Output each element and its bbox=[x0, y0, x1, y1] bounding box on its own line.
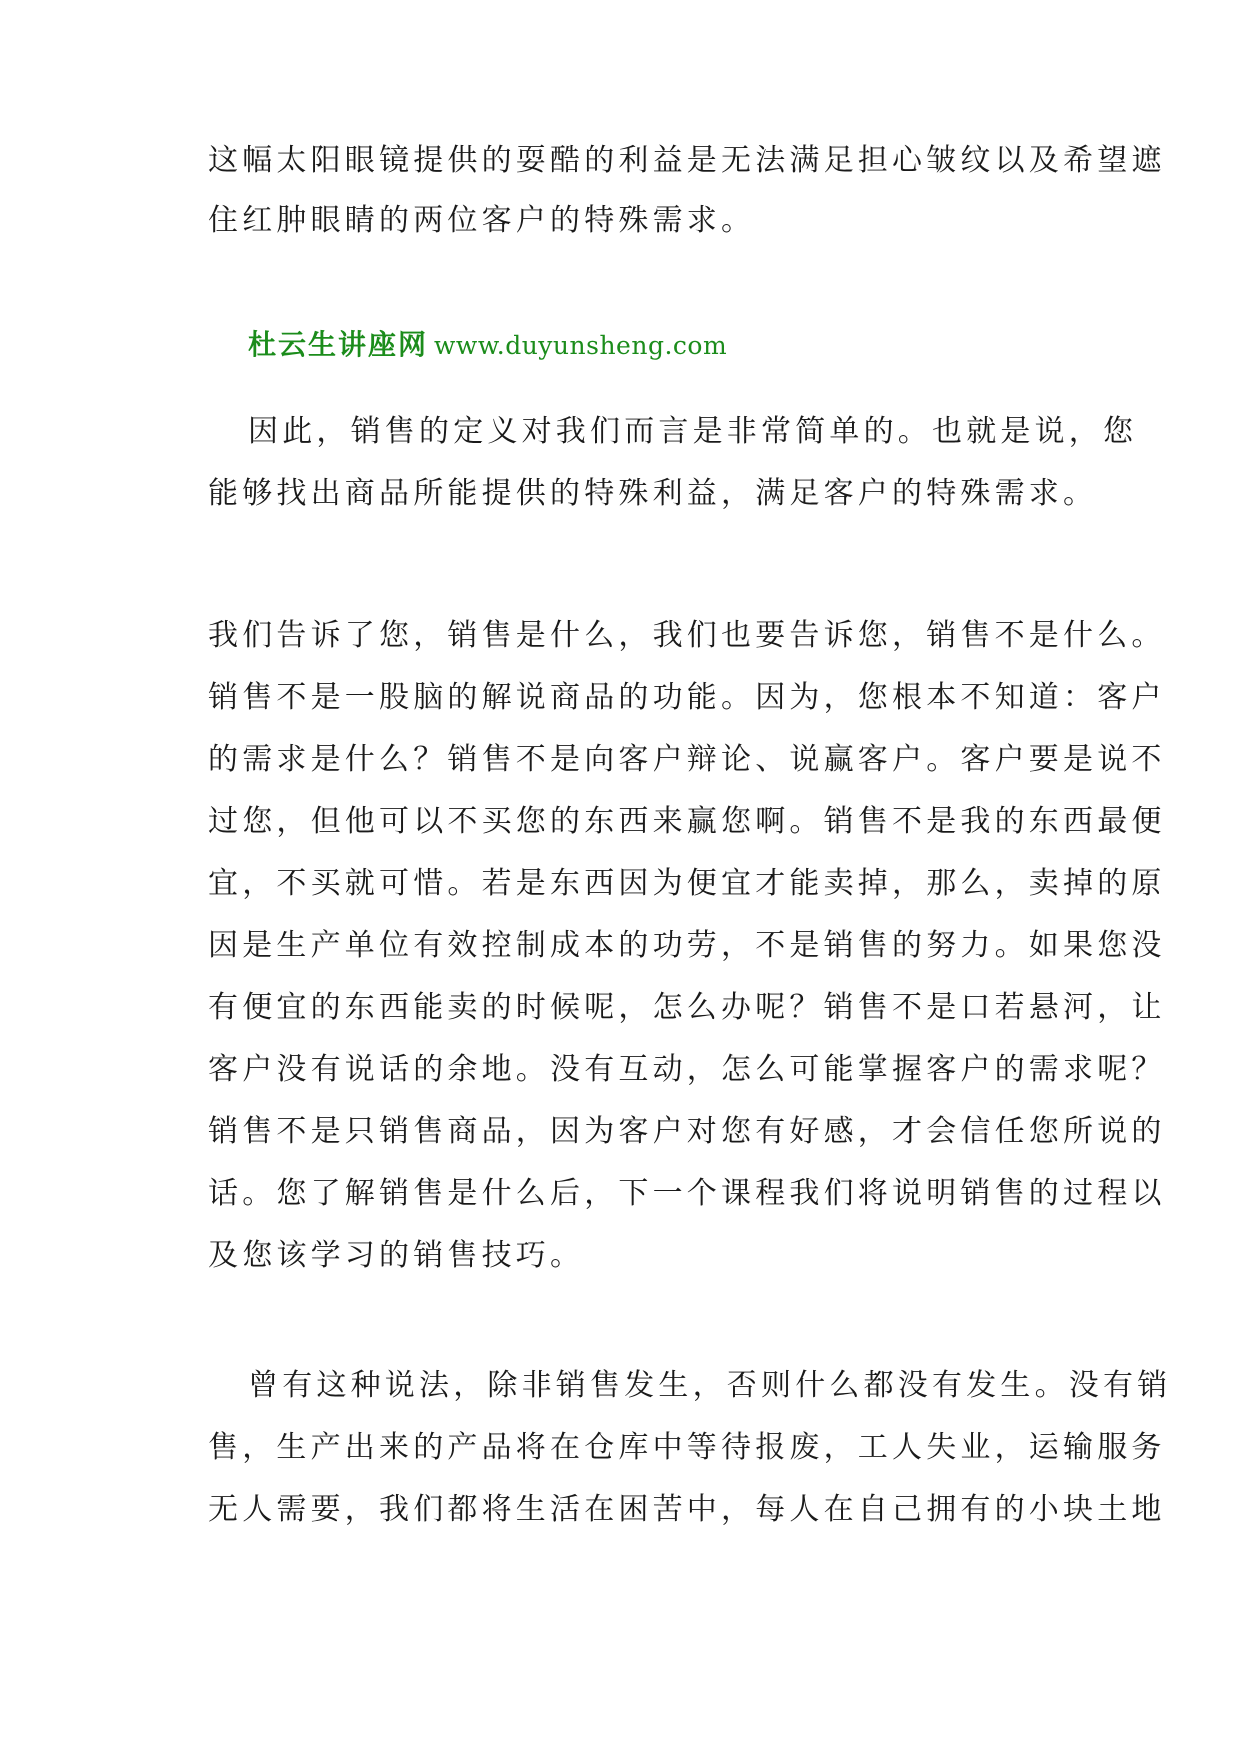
text-line: 客户没有说话的余地。没有互动，怎么可能掌握客户的需求呢？ bbox=[208, 1052, 1166, 1087]
text-line: 因是生产单位有效控制成本的功劳，不是销售的努力。如果您没 bbox=[208, 928, 1166, 963]
text-line: 无人需要，我们都将生活在困苦中，每人在自己拥有的小块土地 bbox=[208, 1492, 1166, 1527]
text-line: 有便宜的东西能卖的时候呢，怎么办呢？销售不是口若悬河，让 bbox=[208, 990, 1166, 1025]
brand-name: 杜云生讲座网 bbox=[248, 328, 429, 361]
text-line: 售，生产出来的产品将在仓库中等待报废，工人失业，运输服务 bbox=[208, 1430, 1166, 1465]
text-line: 因此，销售的定义对我们而言是非常简单的。也就是说，您 bbox=[248, 414, 1138, 449]
text-line: 话。您了解销售是什么后，下一个课程我们将说明销售的过程以 bbox=[208, 1176, 1166, 1211]
brand-line bbox=[248, 327, 727, 364]
text-line: 曾有这种说法，除非销售发生，否则什么都没有发生。没有销 bbox=[248, 1368, 1172, 1403]
text-line: 我们告诉了您，销售是什么，我们也要告诉您，销售不是什么。 bbox=[208, 618, 1166, 653]
text-line: 宜，不买就可惜。若是东西因为便宜才能卖掉，那么，卖掉的原 bbox=[208, 866, 1166, 901]
text-line: 这幅太阳眼镜提供的耍酷的利益是无法满足担心皱纹以及希望遮 bbox=[208, 143, 1166, 178]
text-line: 销售不是一股脑的解说商品的功能。因为，您根本不知道：客户 bbox=[208, 680, 1166, 715]
text-line: 能够找出商品所能提供的特殊利益，满足客户的特殊需求。 bbox=[208, 476, 1098, 511]
text-line: 过您，但他可以不买您的东西来赢您啊。销售不是我的东西最便 bbox=[208, 804, 1166, 839]
brand-url[interactable]: www.duyunsheng.com bbox=[434, 331, 728, 360]
text-line: 的需求是什么？销售不是向客户辩论、说赢客户。客户要是说不 bbox=[208, 742, 1166, 777]
text-line: 住红肿眼睛的两位客户的特殊需求。 bbox=[208, 203, 756, 238]
text-line: 及您该学习的销售技巧。 bbox=[208, 1238, 585, 1273]
text-line: 销售不是只销售商品，因为客户对您有好感，才会信任您所说的 bbox=[208, 1114, 1166, 1149]
